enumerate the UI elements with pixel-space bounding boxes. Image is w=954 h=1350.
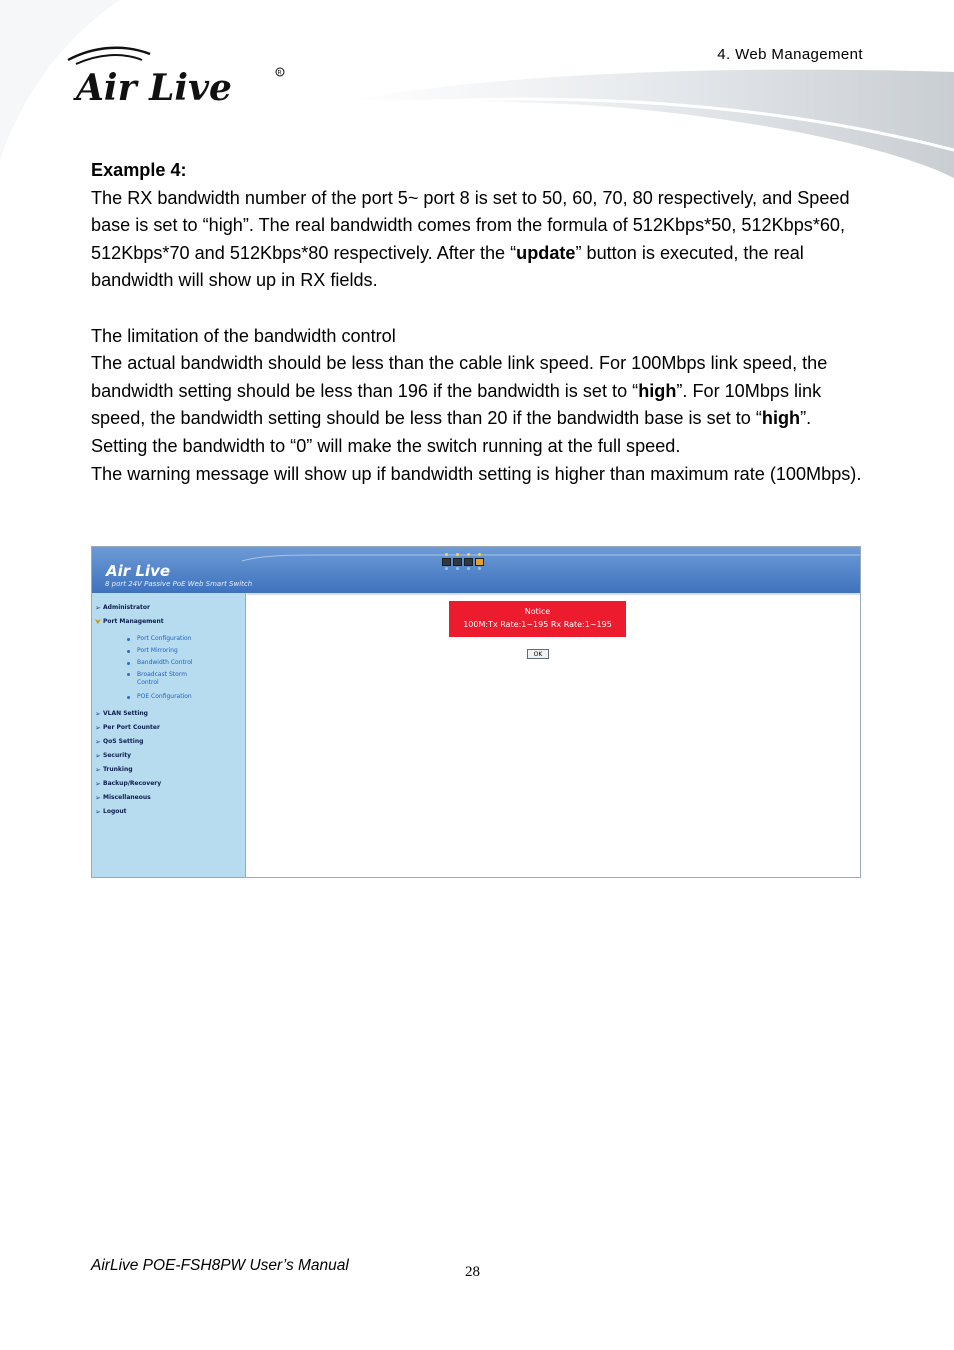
menu-port-management[interactable]: ⮟ Port Management bbox=[92, 615, 245, 629]
menu-vlan-setting[interactable]: ➢ VLAN Setting bbox=[92, 707, 245, 721]
menu-logout[interactable]: ➢ Logout bbox=[92, 805, 245, 819]
port-status-panel bbox=[442, 553, 484, 579]
arrow-right-icon: ➢ bbox=[95, 738, 101, 746]
bullet-icon bbox=[127, 662, 130, 665]
menu-miscellaneous[interactable]: ➢ Miscellaneous bbox=[92, 791, 245, 805]
limitation-title: The limitation of the bandwidth control bbox=[91, 325, 396, 346]
paragraph-limitation: The actual bandwidth should be less than the cable link speed. For 100Mbps link speed, the bandwidth setting should be less than 196 if the bandwidth is set to “high”. For 10Mbps link speed, the bandwidth setting should be less than 20 if the bandwidth base is set to “high”. bbox=[91, 353, 828, 429]
switch-ui-sidebar bbox=[92, 593, 246, 878]
port-icon bbox=[475, 553, 484, 579]
arrow-right-icon: ➢ bbox=[95, 808, 101, 816]
submenu-bandwidth-control[interactable]: Bandwidth Control bbox=[92, 657, 245, 669]
submenu-poe-configuration[interactable]: POE Configuration bbox=[92, 691, 245, 703]
switch-ui-header bbox=[92, 547, 860, 593]
submenu-port-configuration[interactable]: Port Configuration bbox=[92, 633, 245, 645]
arrow-right-icon: ➢ bbox=[95, 766, 101, 774]
menu-administrator[interactable]: ➢ Administrator bbox=[92, 601, 245, 615]
port-icon bbox=[464, 553, 473, 579]
paragraph-warning: The warning message will show up if bandwidth setting is higher than maximum rate (100Mbps). bbox=[91, 463, 862, 484]
switch-ui-brand: Air Live bbox=[106, 562, 171, 580]
arrow-right-icon: ➢ bbox=[95, 794, 101, 802]
chapter-title: 4. Web Management bbox=[717, 46, 863, 63]
svg-text:R: R bbox=[277, 69, 282, 77]
port-icon bbox=[453, 553, 462, 579]
arrow-right-icon: ➢ bbox=[95, 780, 101, 788]
airlive-logo bbox=[64, 42, 294, 112]
menu-backup-recovery[interactable]: ➢ Backup/Recovery bbox=[92, 777, 245, 791]
port-icon bbox=[442, 553, 451, 579]
bullet-icon bbox=[127, 638, 130, 641]
menu-per-port-counter[interactable]: ➢ Per Port Counter bbox=[92, 721, 245, 735]
svg-text:Air Live: Air Live bbox=[76, 67, 232, 109]
switch-ui-main bbox=[247, 593, 860, 878]
switch-web-ui-screenshot bbox=[91, 546, 861, 878]
bullet-icon bbox=[127, 696, 130, 699]
bullet-icon bbox=[127, 673, 130, 676]
arrow-right-icon: ➢ bbox=[95, 752, 101, 760]
notice-title: Notice bbox=[524, 607, 551, 616]
paragraph-zero: Setting the bandwidth to “0” will make the switch running at the full speed. bbox=[91, 435, 681, 456]
notice-message: 100M:Tx Rate:1~195 Rx Rate:1~195 bbox=[463, 620, 612, 629]
arrow-right-icon: ➢ bbox=[95, 724, 101, 732]
menu-qos-setting[interactable]: ➢ QoS Setting bbox=[92, 735, 245, 749]
body-text bbox=[91, 157, 871, 488]
page-number: 28 bbox=[465, 1264, 480, 1280]
paragraph-example: The RX bandwidth number of the port 5~ port 8 is set to 50, 60, 70, 80 respectively, and Speed base is set to “high”. The real bandwidth comes from the formula of 512Kbps*50, 512Kbps*60, 512Kbps*70 and 512Kbps*80 respectively. After the “update” button is executed, the real bandwidth will show up in RX fields. bbox=[91, 187, 850, 291]
manual-title: AirLive POE-FSH8PW User’s Manual bbox=[91, 1257, 349, 1274]
submenu-broadcast-storm-control[interactable]: Broadcast Storm Control bbox=[92, 669, 197, 691]
arrow-right-icon: ➢ bbox=[95, 710, 101, 718]
bullet-icon bbox=[127, 650, 130, 653]
menu-security[interactable]: ➢ Security bbox=[92, 749, 245, 763]
arrow-down-icon: ⮟ bbox=[95, 618, 101, 626]
notice-box bbox=[449, 601, 626, 637]
example-heading: Example 4: bbox=[91, 160, 187, 180]
arrow-right-icon: ➢ bbox=[95, 604, 101, 612]
ok-button[interactable]: OK bbox=[527, 649, 549, 659]
menu-trunking[interactable]: ➢ Trunking bbox=[92, 763, 245, 777]
switch-ui-subtitle: 8 port 24V Passive PoE Web Smart Switch bbox=[105, 580, 253, 588]
submenu-port-mirroring[interactable]: Port Mirroring bbox=[92, 645, 245, 657]
